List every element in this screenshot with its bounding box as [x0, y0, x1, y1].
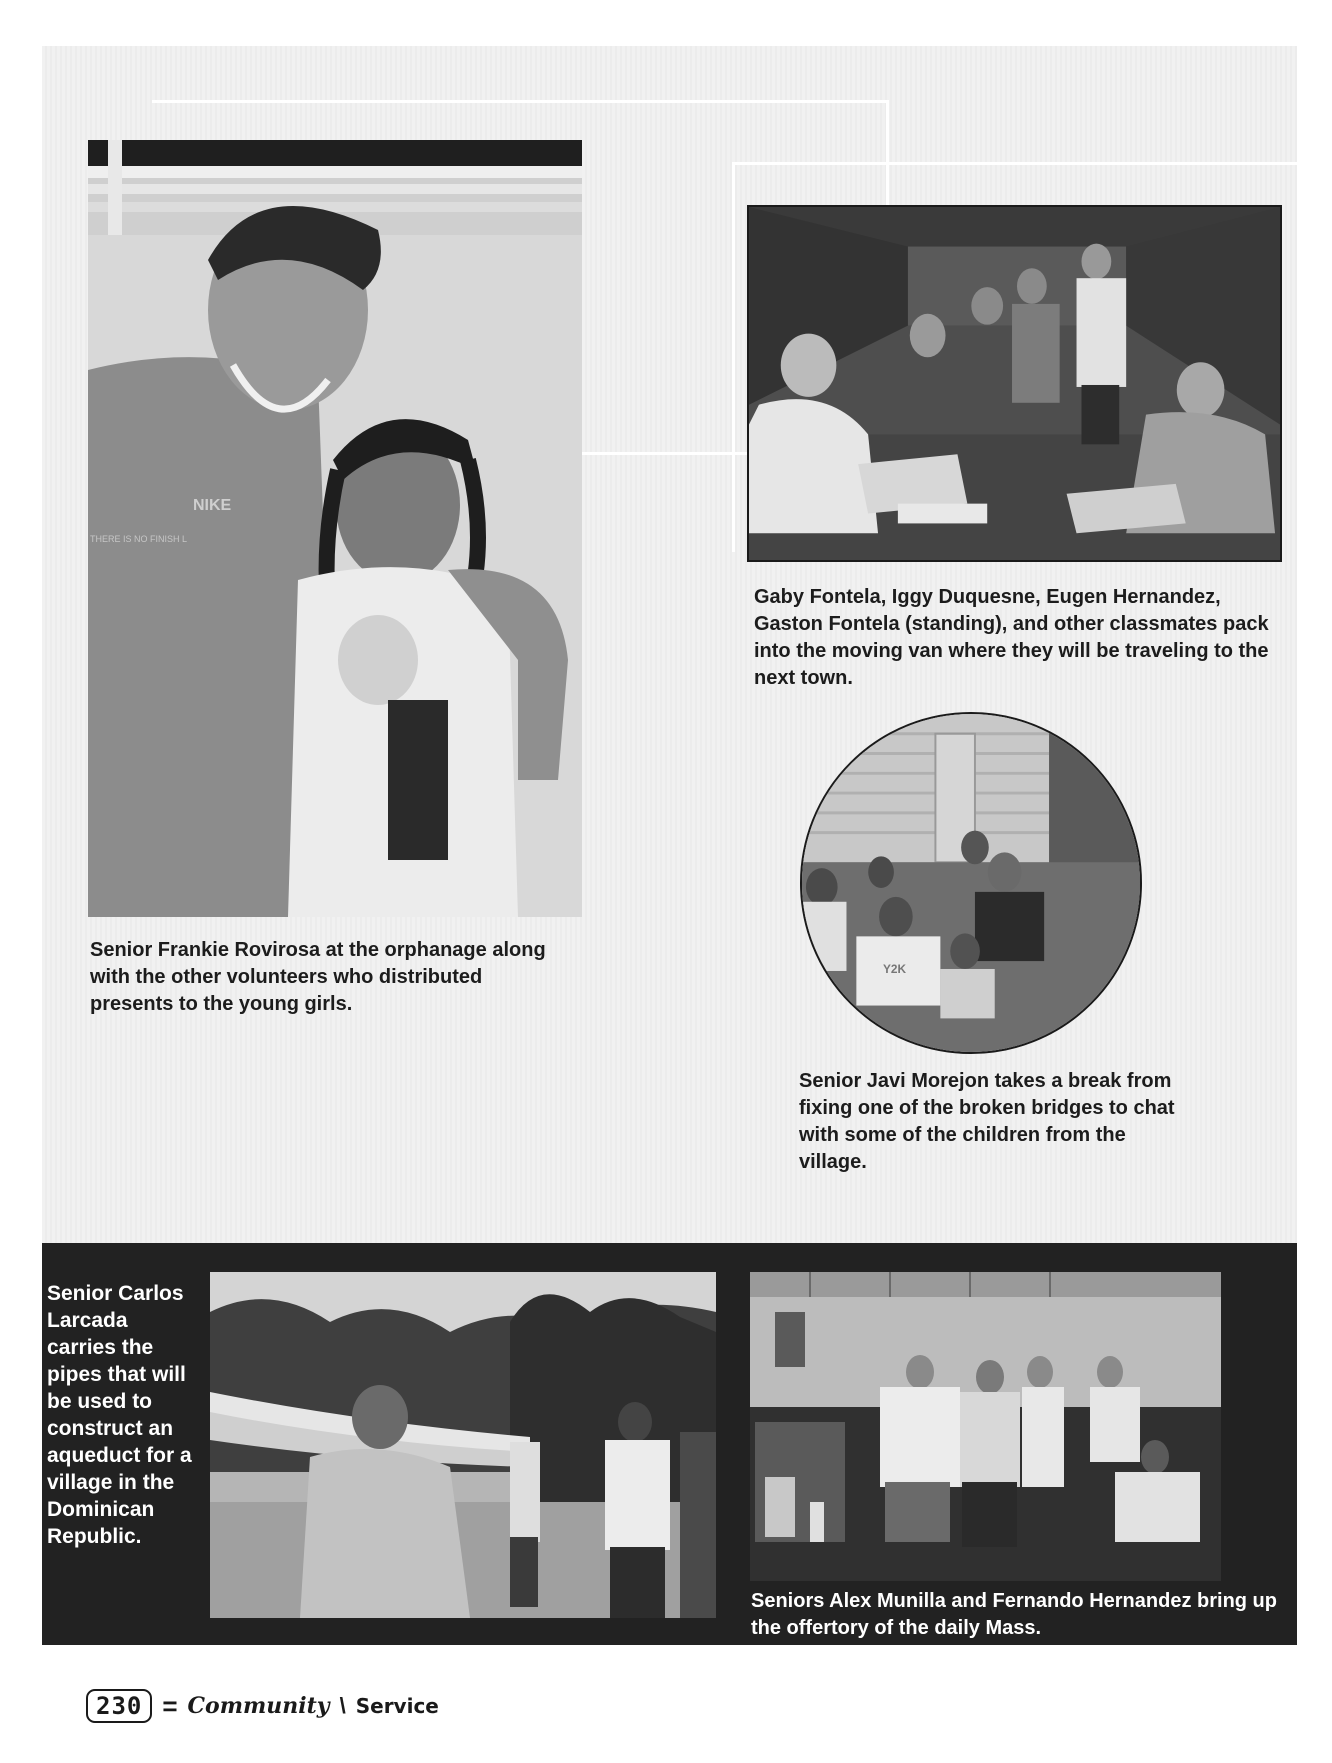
caption-carlos: Senior Carlos Larcada carries the pipes that will be used to construct an aqueduct for a village in the Dominican Republic. [47, 1282, 192, 1548]
section-title-community: Community [187, 1693, 330, 1719]
photo-carlos-pipes [210, 1272, 716, 1618]
page-footer [86, 1686, 439, 1726]
caption-van: Gaby Fontela, Iggy Duquesne, Eugen Hernandez, Gaston Fontela (standing), and other classmates pack into the moving van where they will be traveling to the next town. [754, 586, 1269, 689]
footer-separator: \ [339, 1693, 346, 1718]
photo-village-circle [800, 712, 1142, 1054]
photo-mass [750, 1272, 1221, 1581]
section-title-service: Service [355, 1694, 439, 1718]
photo-moving-van [747, 205, 1282, 562]
caption-frankie: Senior Frankie Rovirosa at the orphanage along with the other volunteers who distributed presents to the young girls. [90, 939, 546, 1015]
caption-mass: Seniors Alex Munilla and Fernando Hernandez bring up the offertory of the daily Mass. [751, 1590, 1277, 1639]
photo-frankie-orphanage [88, 140, 582, 917]
footer-equals: = [162, 1690, 178, 1721]
page-number: 230 [86, 1689, 152, 1723]
shirt-slogan-text: THERE IS NO FINISH L [90, 534, 188, 544]
kid-shirt-text: Y2K [883, 961, 907, 976]
caption-javi: Senior Javi Morejon takes a break from fixing one of the broken bridges to chat with some of the children from the village. [799, 1070, 1175, 1173]
shirt-brand-text: NIKE [193, 497, 232, 514]
